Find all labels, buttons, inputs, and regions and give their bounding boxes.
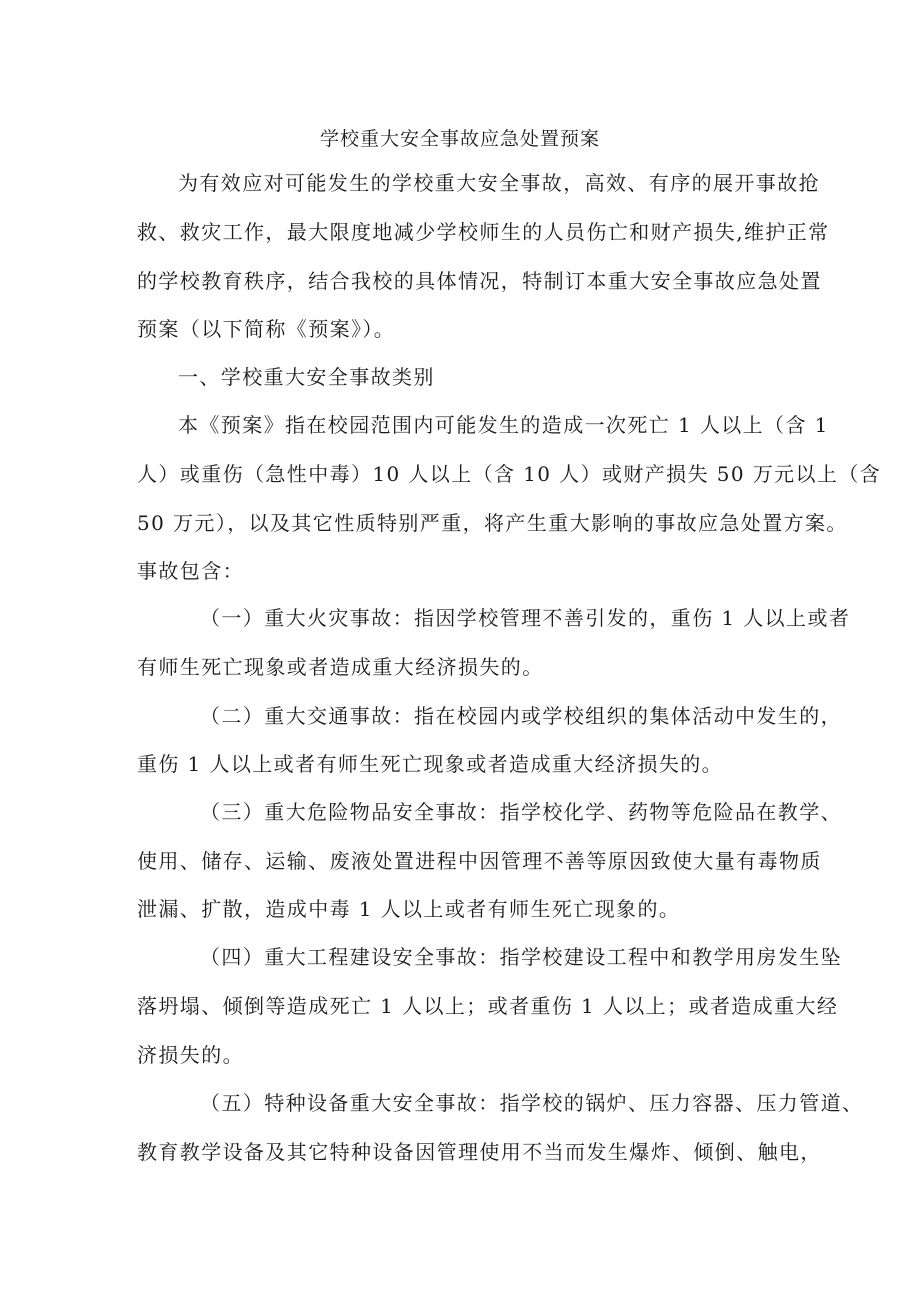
item3-line-1: （三）重大危险物品安全事故：指学校化学、药物等危险品在教学、 <box>200 800 842 824</box>
section1-line-3: 50 万元），以及其它性质特别严重，将产生重大影响的事故应急处置方案。 <box>137 511 848 535</box>
item4-line-3: 济损失的。 <box>137 1043 244 1067</box>
intro-line-1: 为有效应对可能发生的学校重大安全事故，高效、有序的展开事故抢 <box>178 171 820 195</box>
section1-line-4: 事故包含： <box>137 559 244 583</box>
intro-line-4: 预案（以下简称《预案》）。 <box>137 317 396 341</box>
item1-line-1: （一）重大火灾事故：指因学校管理不善引发的，重伤 1 人以上或者 <box>200 606 851 630</box>
section1-line-1: 本《预案》指在校园范围内可能发生的造成一次死亡 1 人以上（含 1 <box>178 413 829 437</box>
item2-line-2: 重伤 1 人以上或者有师生死亡现象或者造成重大经济损失的。 <box>137 752 724 776</box>
item5-line-1: （五）特种设备重大安全事故：指学校的锅炉、压力容器、压力管道、 <box>200 1091 864 1115</box>
item4-line-2: 落坍塌、倾倒等造成死亡 1 人以上；或者重伤 1 人以上；或者造成重大经 <box>137 994 839 1018</box>
item4-line-1: （四）重大工程建设安全事故：指学校建设工程中和教学用房发生坠 <box>200 945 842 969</box>
intro-line-3: 的学校教育秩序，结合我校的具体情况，特制订本重大安全事故应急处置 <box>137 269 822 293</box>
item1-line-2: 有师生死亡现象或者造成重大经济损失的。 <box>137 655 544 679</box>
item3-line-2: 使用、储存、运输、废液处置进程中因管理不善等原因致使大量有毒物质 <box>137 849 822 873</box>
section1-heading: 一、学校重大安全事故类别 <box>178 365 435 389</box>
item5-line-2: 教育教学设备及其它特种设备因管理使用不当而发生爆炸、倾倒、触电， <box>137 1140 822 1164</box>
item3-line-3: 泄漏、扩散，造成中毒 1 人以上或者有师生死亡现象的。 <box>137 897 681 921</box>
document-title: 学校重大安全事故应急处置预案 <box>319 128 600 150</box>
section1-line-2: 人）或重伤（急性中毒）10 人以上（含 10 人）或财产损失 50 万元以上（含 <box>137 462 882 486</box>
item2-line-1: （二）重大交通事故：指在校园内或学校组织的集体活动中发生的， <box>200 704 842 728</box>
intro-line-2: 救、救灾工作，最大限度地减少学校师生的人员伤亡和财产损失,维护正常 <box>137 220 830 244</box>
